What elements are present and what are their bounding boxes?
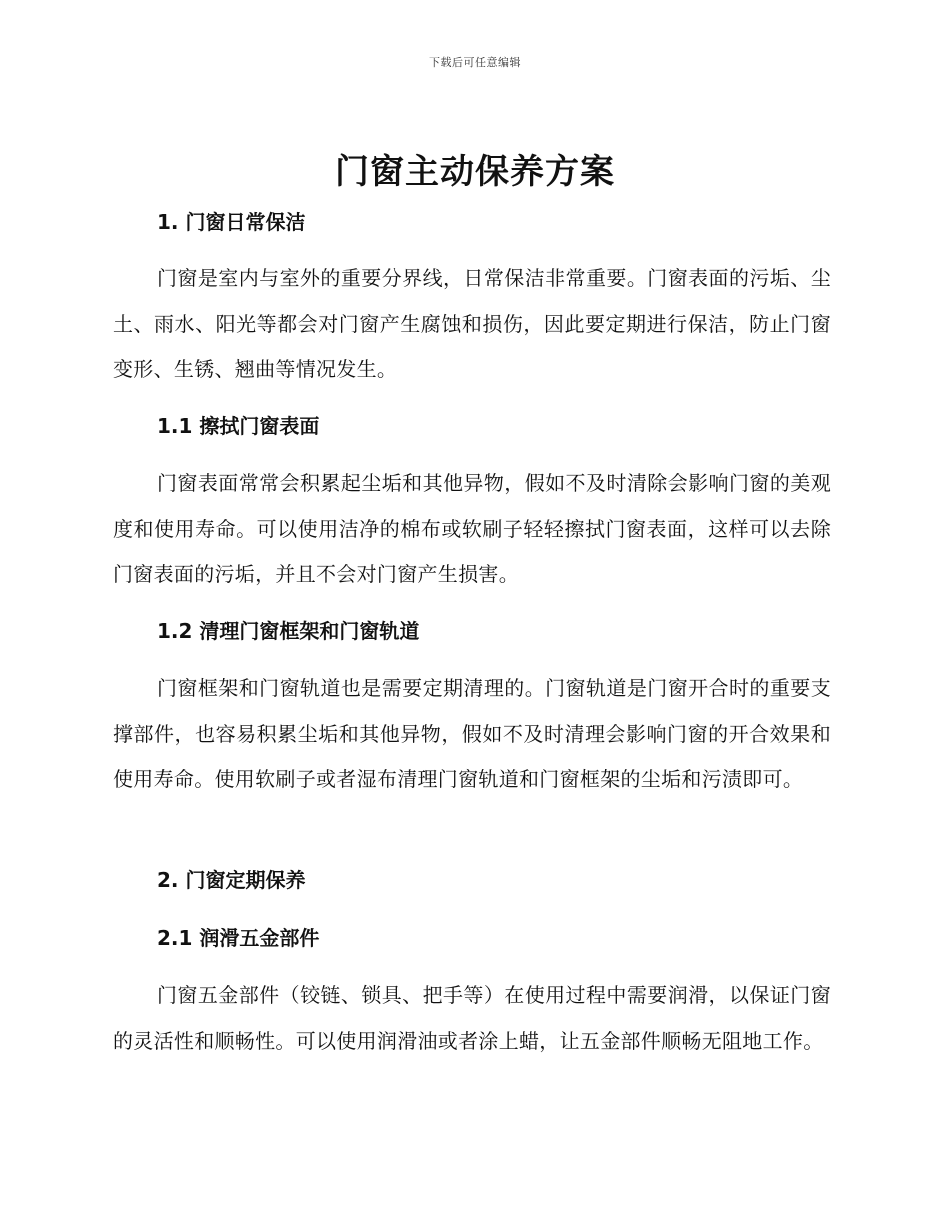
document-title: 门窗主动保养方案 <box>335 152 615 192</box>
section-heading-1-1: 1.1 擦拭门窗表面 <box>157 414 320 438</box>
section-paragraph-1-2: 门窗框架和门窗轨道也是需要定期清理的。门窗轨道是门窗开合时的重要支撑部件，也容易积累尘垢和其他异物，假如不及时清理会影响门窗的开合效果和使用寿命。使用软刷子或者湿布清理门窗轨道和门窗框架的尘垢和污渍即可。 <box>113 676 831 791</box>
section-heading-1: 1. 门窗日常保洁 <box>157 210 306 234</box>
section-paragraph-1-1: 门窗表面常常会积累起尘垢和其他异物，假如不及时清除会影响门窗的美观度和使用寿命。可以使用洁净的棉布或软刷子轻轻擦拭门窗表面，这样可以去除门窗表面的污垢，并且不会对门窗产生损害。 <box>113 471 831 586</box>
section-heading-2-1: 2.1 润滑五金部件 <box>157 926 320 950</box>
page-header-note: 下载后可任意编辑 <box>429 56 521 69</box>
section-paragraph-2-1: 门窗五金部件（铰链、锁具、把手等）在使用过程中需要润滑，以保证门窗的灵活性和顺畅性。可以使用润滑油或者涂上蜡，让五金部件顺畅无阻地工作。 <box>113 983 831 1053</box>
section-paragraph-1: 门窗是室内与室外的重要分界线，日常保洁非常重要。门窗表面的污垢、尘土、雨水、阳光等都会对门窗产生腐蚀和损伤，因此要定期进行保洁，防止门窗变形、生锈、翘曲等情况发生。 <box>113 266 831 381</box>
section-heading-2: 2. 门窗定期保养 <box>157 868 306 892</box>
section-heading-1-2: 1.2 清理门窗框架和门窗轨道 <box>157 619 420 643</box>
